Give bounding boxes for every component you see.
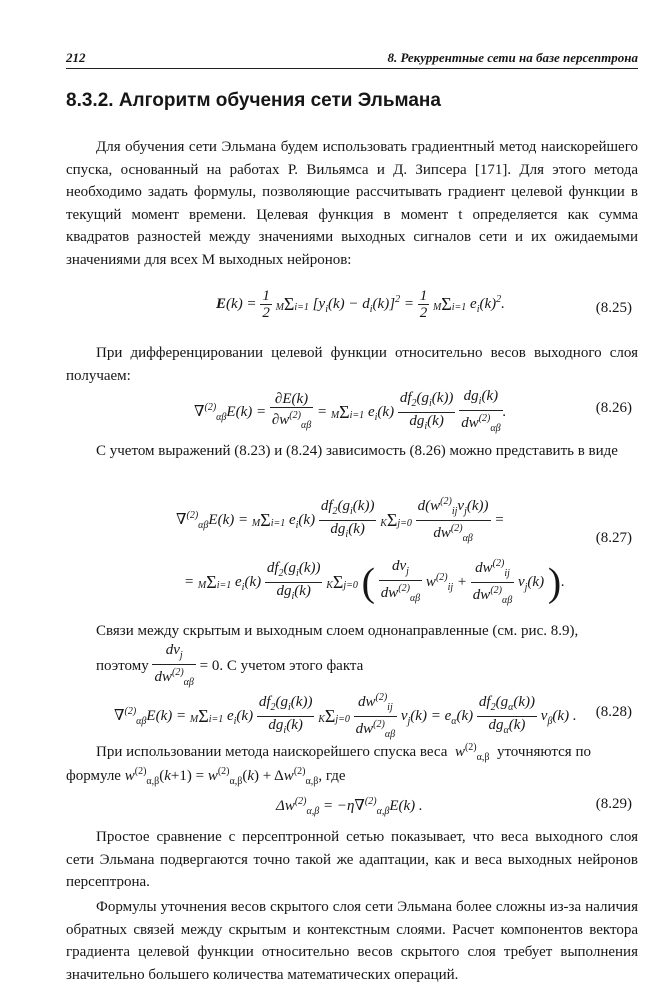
equation-number: (8.25) <box>595 300 632 316</box>
equation-number: (8.28) <box>595 704 632 720</box>
paragraph-5-text-d: , где <box>318 768 346 784</box>
paragraph-2: При дифференцировании целевой функции относительно весов выходного слоя получаем: <box>66 345 638 384</box>
equation-8-29: $\Delta w^{(2)}_{\alpha,\beta} = -\eta\nabla^{(2)}_{\alpha,\beta}E(k)$ . (8.29) <box>276 796 632 817</box>
paragraph-1: Для обучения сети Эльмана будем использовать градиентный метод наискорейшего спуска, основанный на работах Р. Вильямса и Д. Зипсера [171]. Для этого метода необходимо задать формулы, позволяющие рассчитывать градиент целевой функции в текущий момент времени. Целевая функция в момент t определяется как сумма квадратов разностей между значениями выходных сигналов сети и их ожидаемыми значениями для всех M выходных нейронов: <box>66 139 638 268</box>
paragraph-5-text-b: уточняются по <box>496 744 591 760</box>
equation-number: (8.29) <box>595 796 632 812</box>
equation-8-25: E(k) = $\frac{1}{2}$ MΣi=1 $[y_i(k) - d_i(k)]^2$ = $\frac{1}{2}$ MΣi=1 $e_i(k)^2$. (8.25) <box>216 288 632 321</box>
equation-number: (8.27) <box>595 530 632 546</box>
paragraph-5-text-c: формуле <box>66 768 121 784</box>
equation-8-28: ∇$^{(2)}_{\alpha\beta}$E(k) = MΣi=1 $e_i(k)$ $\frac{df_2(g_i(k))}{dg_i(k)}$ KΣj=0 $\frac{dw^{(2)}_{ij}}{dw^{(2)}_{\alpha\beta}}$ $v_j(k) = e_\alpha(k)$ $\frac{df_2(g_\alpha(k))}{dg_\alpha(k)}$ $v_\beta(k)$ . (8.28) <box>114 692 632 740</box>
paragraph-4: Связи между скрытым и выходным слоем однонаправленные (см. рис. 8.9), <box>96 623 579 639</box>
paragraph-3: С учетом выражений (8.23) и (8.24) зависимость (8.26) можно представить в виде <box>96 443 618 459</box>
paragraph-7: Формулы уточнения весов скрытого слоя сети Эльмана более сложны из-за наличия обратных связей между скрытым и контекстным слоями. Расчет компонентов вектора градиента целевой функции относительно весов скрытого слоя требует выполнения значительно большего количества математических операций. <box>66 899 638 983</box>
equation-8-26: ∇$^{(2)}_{\alpha\beta}$E(k) = $\frac{\partial E(k)}{\partial w^{(2)}_{\alpha\beta}}$ = MΣi=1 $e_i(k)$ $\frac{df_2(g_i(k))}{dg_i(k)}$ $\frac{dg_i(k)}{dw^{(2)}_{\alpha\beta}}$ . (8.26) <box>194 388 632 434</box>
paragraph-5-text-a: При использовании метода наискорейшего спуска веса <box>96 744 448 760</box>
equation-number: (8.26) <box>595 400 632 416</box>
paragraph-4-tail: . С учетом этого факта <box>219 657 364 674</box>
paragraph-4-line-2: поэтому $\frac{dv_j}{dw^{(2)}_{\alpha\beta}}$ = 0. С учетом этого факта <box>96 642 364 688</box>
page-number: 212 <box>66 50 86 65</box>
paragraph-4-text: поэтому <box>96 657 149 674</box>
equation-8-27: ∇$^{(2)}_{\alpha\beta}$E(k) = MΣi=1 $e_i(k)$ $\frac{df_2(g_i(k))}{dg_i(k)}$ KΣj=0 $\frac{d(w^{(2)}_{ij}v_j(k))}{dw^{(2)}_{\alpha\beta}}$ = = MΣi=1 $e_i(k)$ $\frac{df_2(g_i(k))}{dg_i(k)}$ KΣj=0 ( $\frac{dv_j}{dw^{(2)}_{\alpha\beta}}$ $w^{(2)}_{ij}$ + $\frac{dw^{(2)}_{ij}}{dw^{(2)}_{\alpha\beta}}$ $v_j(k)$ ). (8.27) <box>176 496 632 606</box>
chapter-title: 8. Рекуррентные сети на базе персептрона <box>387 50 638 65</box>
paragraph-5: При использовании метода наискорейшего спуска веса $w^{(2)}_{\alpha,\beta}$ уточняются по формуле $w^{(2)}_{\alpha,\beta}(k+1) = w^{(2)}_{\alpha,\beta}(k) + \Delta w^{(2)}_{\alpha,\beta}$, где <box>66 742 591 787</box>
paragraph-6: Простое сравнение с персептронной сетью показывает, что веса выходного слоя сети Эльмана подвергаются точно такой же адаптации, как и веса выходных нейронов персептрона. <box>66 829 638 890</box>
running-header <box>66 50 638 69</box>
section-title: 8.3.2. Алгоритм обучения сети Эльмана <box>66 90 441 111</box>
